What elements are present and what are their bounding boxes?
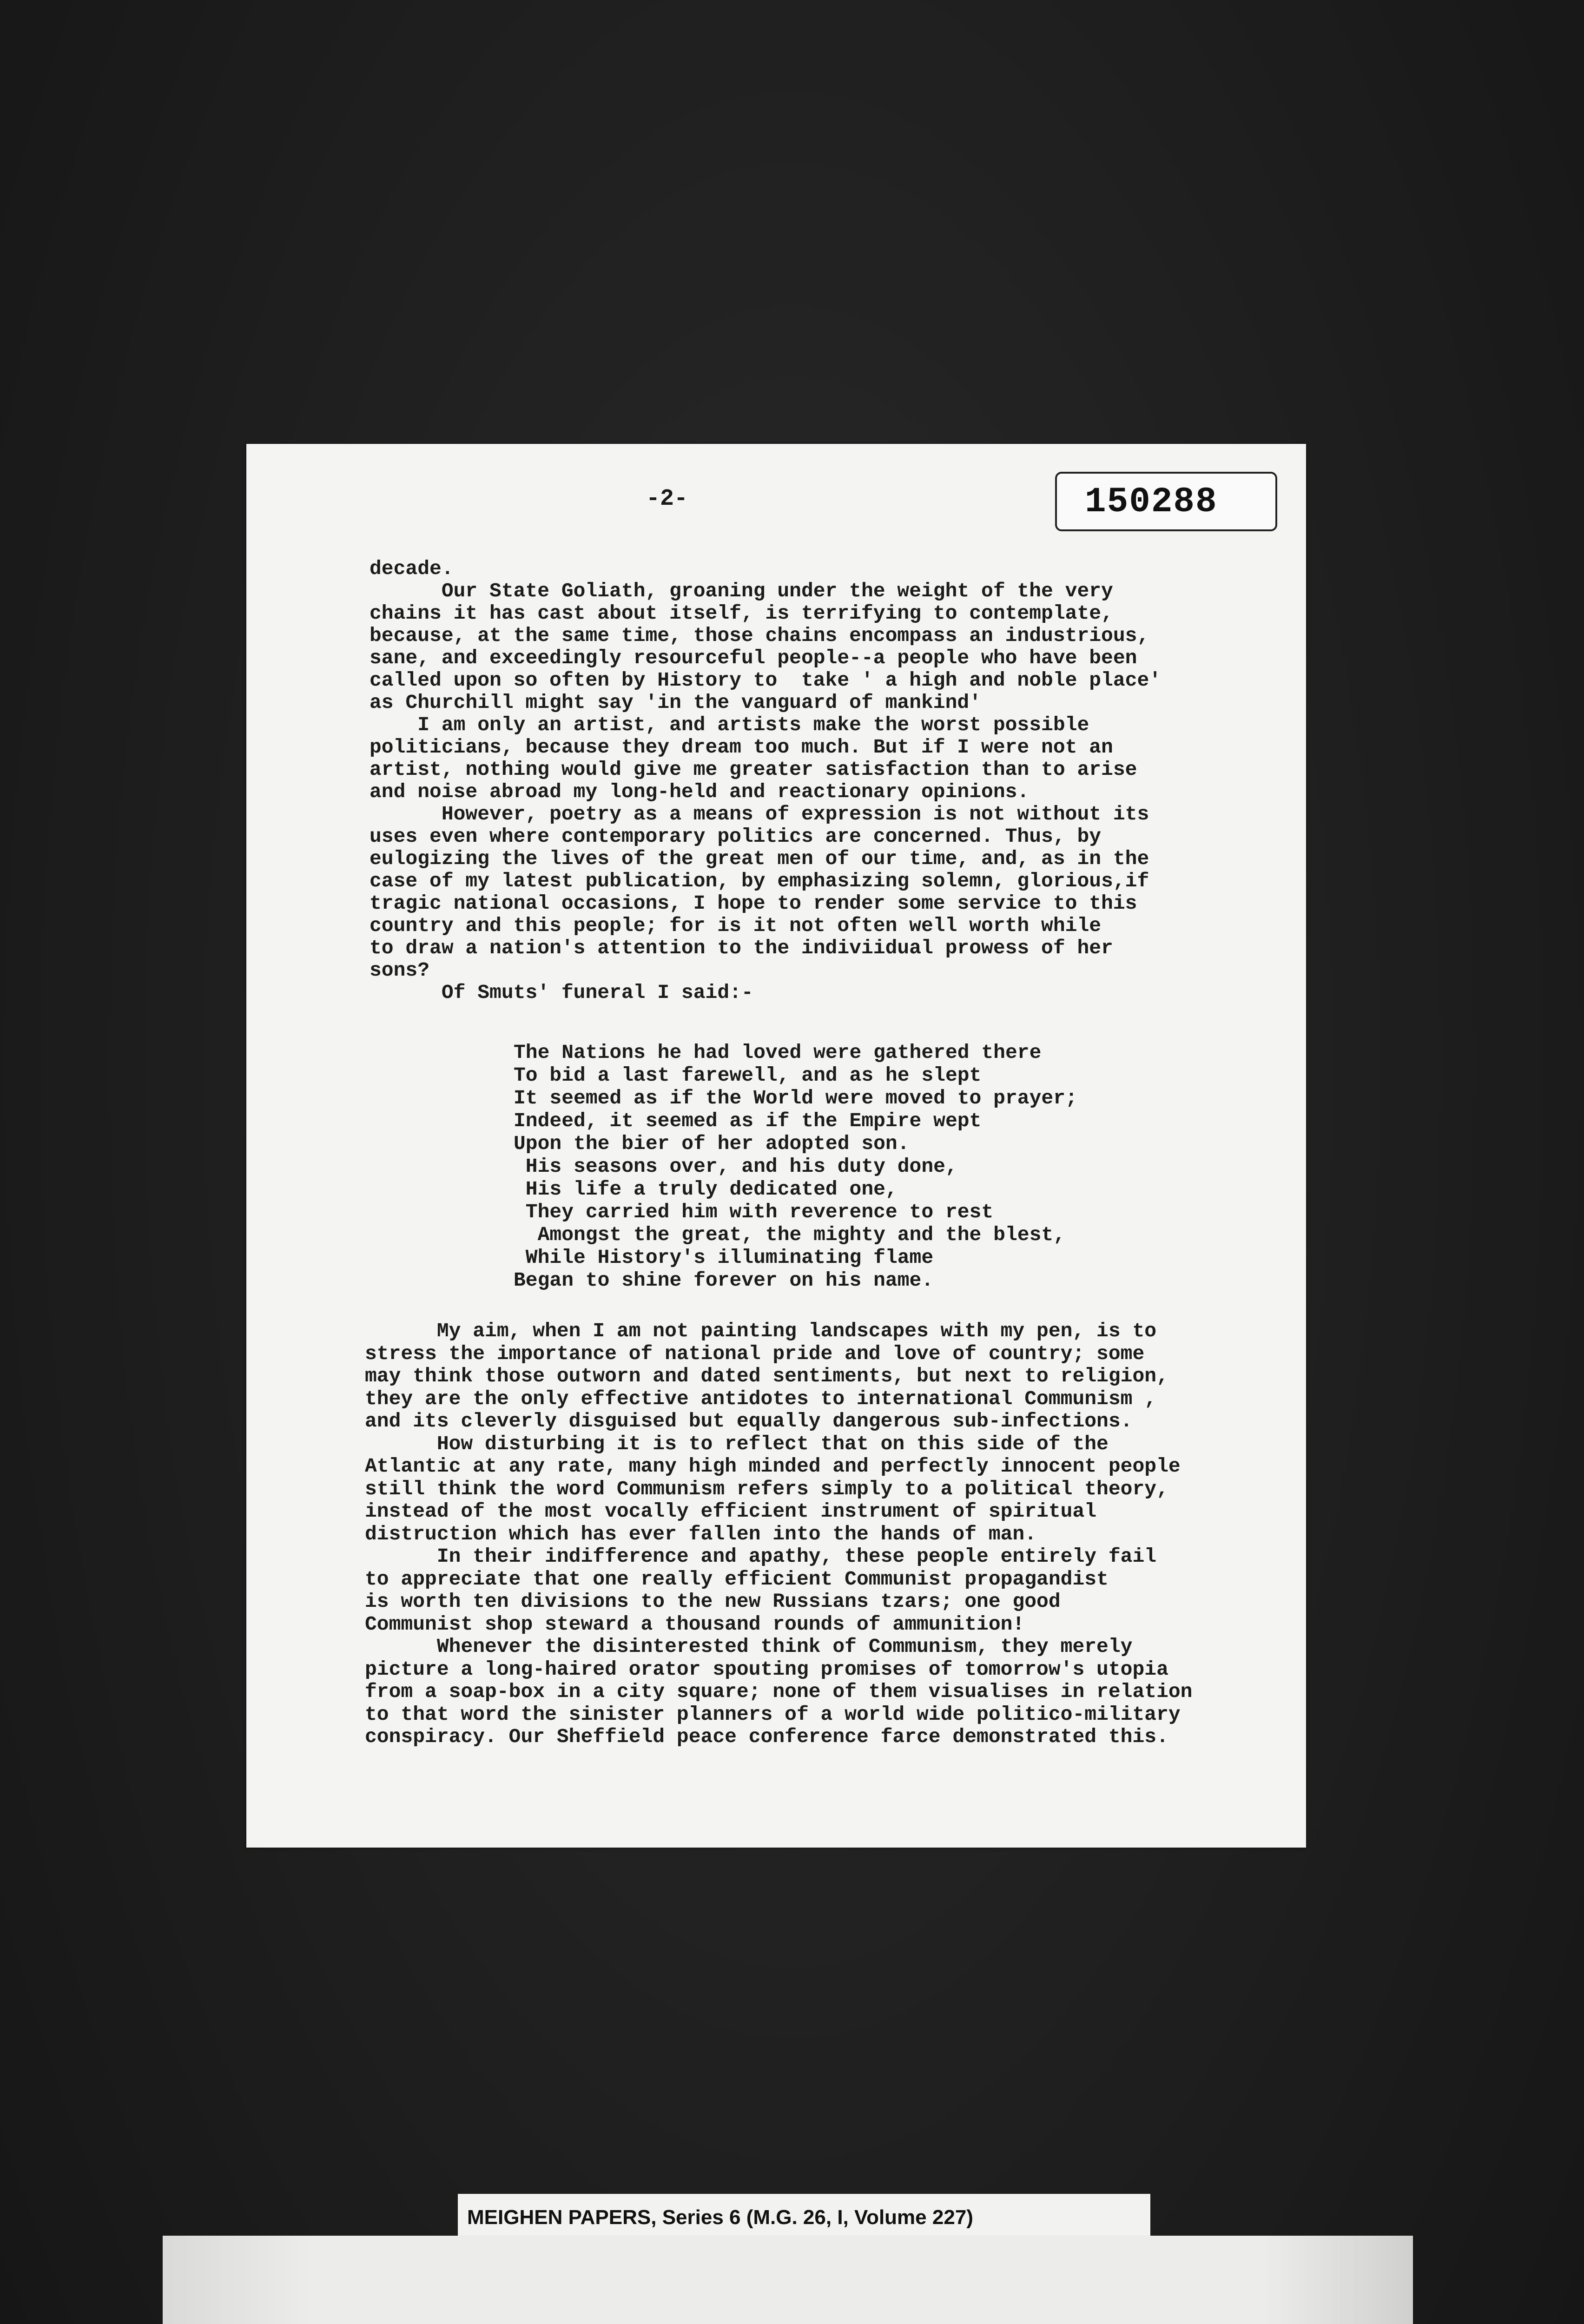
poem-line: While History's illuminating flame xyxy=(514,1246,934,1269)
text-line: Whenever the disinterested think of Communism, they merely xyxy=(365,1635,1133,1658)
text-line: and noise abroad my long-held and reactionary opinions. xyxy=(370,780,1030,803)
text-line: decade. xyxy=(370,557,454,580)
collection-label xyxy=(458,2194,1150,2240)
text-line: sons? xyxy=(370,959,430,982)
text-line: Atlantic at any rate, many high minded and perfectly innocent people xyxy=(365,1455,1181,1478)
text-line: country and this people; for is it not often well worth while xyxy=(370,914,1102,937)
text-line: instead of the most vocally efficient instrument of spiritual xyxy=(365,1500,1097,1523)
text-line: uses even where contemporary politics are concerned. Thus, by xyxy=(370,825,1102,848)
text-line: case of my latest publication, by emphasizing solemn, glorious,if xyxy=(370,870,1149,892)
body-text-bottom xyxy=(365,1320,1294,1749)
poem-line: To bid a last farewell, and as he slept xyxy=(514,1064,982,1087)
text-line: Our State Goliath, groaning under the weight of the very xyxy=(370,580,1113,602)
text-line: In their indifference and apathy, these people entirely fail xyxy=(365,1545,1157,1568)
text-line: still think the word Communism refers simply to a political theory, xyxy=(365,1477,1168,1500)
text-line: to that word the sinister planners of a world wide politico-military xyxy=(365,1703,1181,1726)
collection-label-text: MEIGHEN PAPERS, Series 6 (M.G. 26, I, Volume 227) xyxy=(467,2206,973,2229)
text-line: artist, nothing would give me greater satisfaction than to arise xyxy=(370,758,1137,781)
text-line: is worth ten divisions to the new Russians tzars; one good xyxy=(365,1590,1061,1613)
text-line: eulogizing the lives of the great men of our time, and, as in the xyxy=(370,847,1149,870)
text-line: sane, and exceedingly resourceful people--a people who have been xyxy=(370,647,1137,669)
archive-card-shade xyxy=(163,2236,1413,2324)
body-text-top xyxy=(370,558,1290,1004)
archive-stamp xyxy=(1055,472,1277,531)
poem-line: His seasons over, and his duty done, xyxy=(514,1155,957,1178)
poem-line: His life a truly dedicated one, xyxy=(514,1178,898,1201)
text-line: My aim, when I am not painting landscapes with my pen, is to xyxy=(365,1320,1157,1342)
text-line: called upon so often by History to take ' a high and noble place' xyxy=(370,669,1162,692)
text-line: they are the only effective antidotes to international Communism , xyxy=(365,1387,1157,1410)
poem-line: They carried him with reverence to rest xyxy=(514,1201,994,1223)
poem-line: Indeed, it seemed as if the Empire wept xyxy=(514,1109,982,1132)
poem-block xyxy=(514,1041,1077,1292)
document-page xyxy=(246,444,1306,1848)
page-number: -2- xyxy=(646,486,688,512)
text-line: However, poetry as a means of expression is not without its xyxy=(370,803,1149,825)
text-line: as Churchill might say 'in the vanguard of mankind' xyxy=(370,691,982,714)
text-line: conspiracy. Our Sheffield peace conference farce demonstrated this. xyxy=(365,1725,1168,1748)
text-line: How disturbing it is to reflect that on this side of the xyxy=(365,1432,1109,1455)
text-line: politicians, because they dream too much. But if I were not an xyxy=(370,736,1113,759)
text-line: Communist shop steward a thousand rounds of ammunition! xyxy=(365,1612,1025,1636)
text-line: I am only an artist, and artists make the worst possible xyxy=(370,713,1089,736)
text-line: stress the importance of national pride and love of country; some xyxy=(365,1342,1145,1365)
text-line: and its cleverly disguised but equally dangerous sub-infections. xyxy=(365,1410,1133,1433)
text-line: distruction which has ever fallen into the hands of man. xyxy=(365,1522,1037,1545)
poem-line: Amongst the great, the mighty and the blest, xyxy=(514,1223,1065,1246)
text-line: to draw a nation's attention to the indiviidual prowess of her xyxy=(370,937,1113,959)
stamp-number: 150288 xyxy=(1085,482,1218,522)
poem-line: Upon the bier of her adopted son. xyxy=(514,1132,910,1155)
text-line: to appreciate that one really efficient Communist propagandist xyxy=(365,1567,1109,1591)
poem-line: Began to shine forever on his name. xyxy=(514,1269,934,1292)
text-line: from a soap-box in a city square; none of them visualises in relation xyxy=(365,1680,1193,1703)
poem-line: The Nations he had loved were gathered there xyxy=(514,1041,1042,1064)
text-line: chains it has cast about itself, is terrifying to contemplate, xyxy=(370,602,1113,625)
text-line: may think those outworn and dated sentiments, but next to religion, xyxy=(365,1365,1168,1387)
archive-card xyxy=(163,2236,1413,2324)
text-line: picture a long-haired orator spouting promises of tomorrow's utopia xyxy=(365,1657,1168,1681)
text-line: because, at the same time, those chains encompass an industrious, xyxy=(370,624,1149,647)
text-line: tragic national occasions, I hope to render some service to this xyxy=(370,892,1137,915)
poem-line: It seemed as if the World were moved to prayer; xyxy=(514,1087,1077,1109)
text-line: Of Smuts' funeral I said:- xyxy=(370,981,753,1004)
